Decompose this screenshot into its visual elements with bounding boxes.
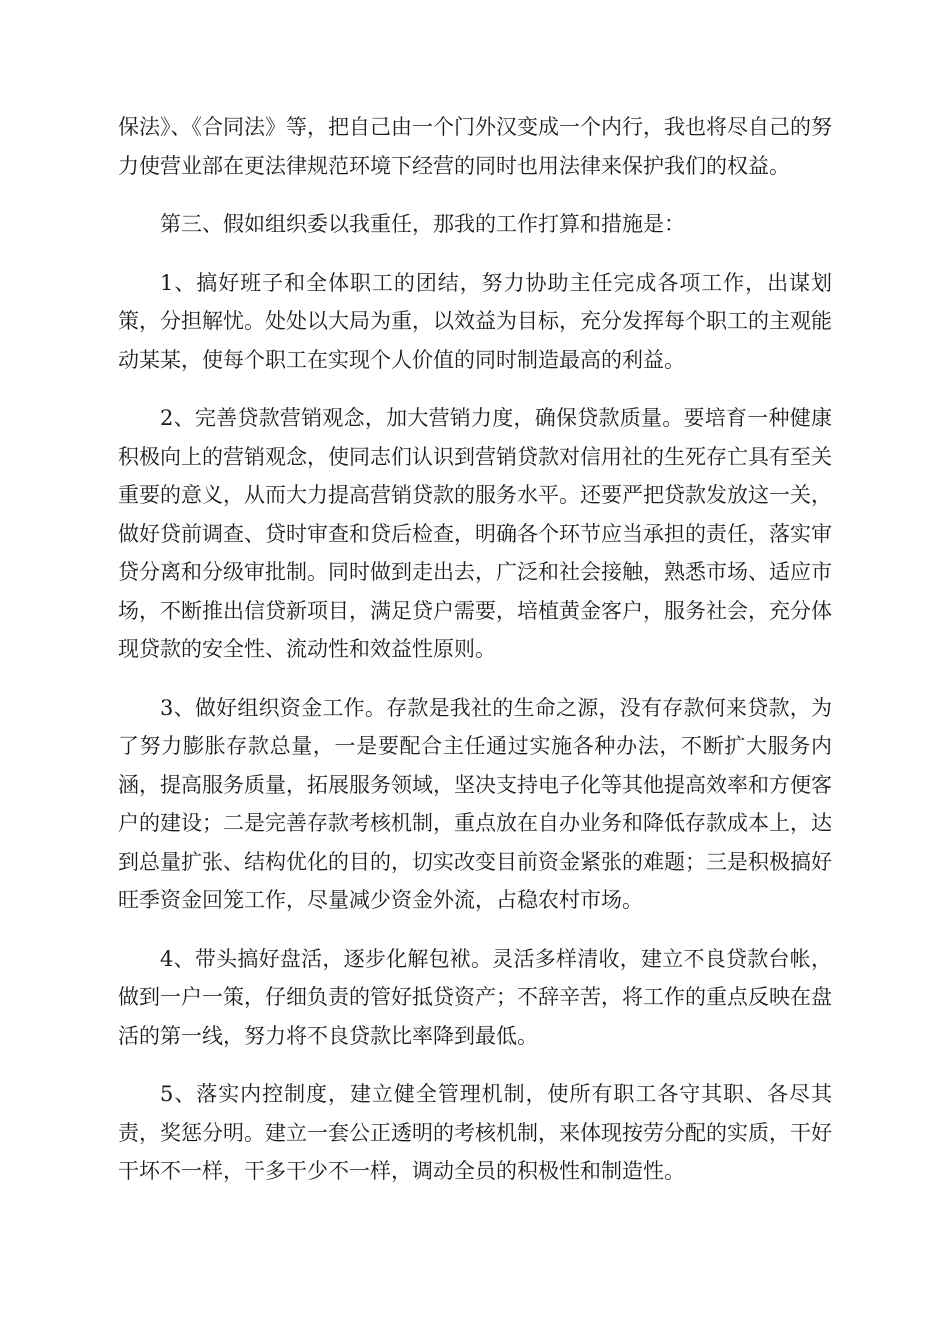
document-body: [118, 108, 832, 1211]
paragraph-continuation: 保法》、《合同法》等，把自己由一个门外汉变成一个内行，我也将尽自己的努力使营业部在更法律规范环境下经营的同时也用法律来保护我们的权益。: [118, 115, 832, 178]
paragraph-section-heading: 第三、假如组织委以我重任，那我的工作打算和措施是：: [160, 212, 685, 236]
paragraph-item-1: 1、搞好班子和全体职工的团结，努力协助主任完成各项工作，出谋划策，分担解忧。处处以大局为重，以效益为目标，充分发挥每个职工的主观能动某某，使每个职工在实现个人价值的同时制造最高的利益。: [118, 270, 832, 372]
paragraph-item-4: 4、带头搞好盘活，逐步化解包袱。灵活多样清收，建立不良贷款台帐，做到一户一策，仔细负责的管好抵贷资产；不辞辛苦，将工作的重点反映在盘活的第一线，努力将不良贷款比率降到最低。: [118, 946, 832, 1048]
paragraph-item-3: 3、做好组织资金工作。存款是我社的生命之源，没有存款何来贷款，为了努力膨胀存款总量，一是要配合主任通过实施各种办法，不断扩大服务内涵，提高服务质量，拓展服务领域，坚决支持电子化等其他提高效率和方便客户的建设；二是完善存款考核机制，重点放在自办业务和降低存款成本上，达到总量扩张、结构优化的目的，切实改变目前资金紧张的难题；三是积极搞好旺季资金回笼工作，尽量减少资金外流，占稳农村市场。: [118, 695, 832, 912]
paragraph-item-2: 2、完善贷款营销观念，加大营销力度，确保贷款质量。要培育一种健康积极向上的营销观念，使同志们认识到营销贷款对信用社的生死存亡具有至关重要的意义，从而大力提高营销贷款的服务水平。还要严把贷款发放这一关，做好贷前调查、贷时审查和贷后检查，明确各个环节应当承担的责任，落实审贷分离和分级审批制。同时做到走出去，广泛和社会接触，熟悉市场、适应市场，不断推出信贷新项目，满足贷户需要，培植黄金客户，服务社会，充分体现贷款的安全性、流动性和效益性原则。: [118, 406, 832, 661]
paragraph-item-5: 5、落实内控制度，建立健全管理机制，使所有职工各守其职、各尽其责，奖惩分明。建立一套公正透明的考核机制，来体现按劳分配的实质，干好干坏不一样，干多干少不一样，调动全员的积极性和制造性。: [118, 1082, 832, 1183]
